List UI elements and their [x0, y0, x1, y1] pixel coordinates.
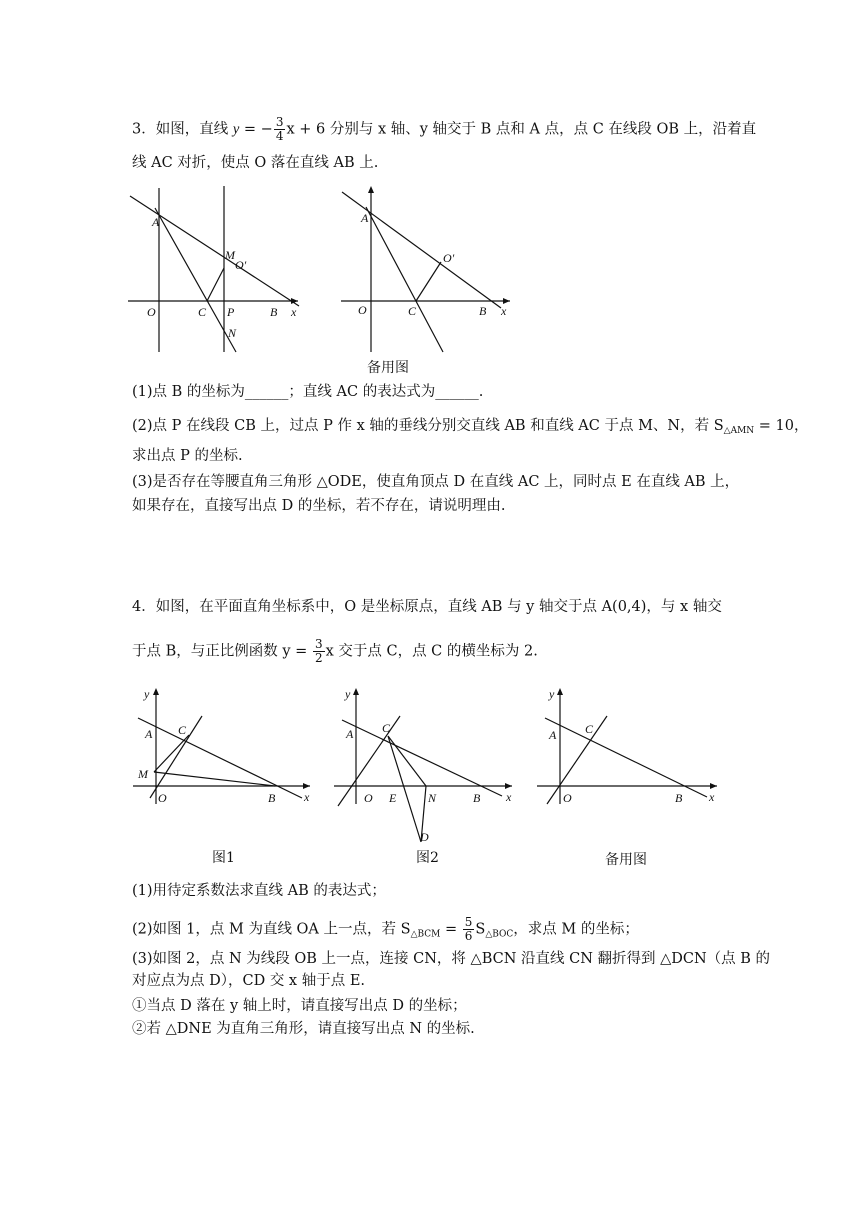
p4-caption-3: 备用图	[605, 852, 647, 868]
p3-q1: (1)点 B 的坐标为______；直线 AC 的表达式为______.	[132, 384, 484, 400]
p3-q2-sub: △AMN	[723, 426, 755, 436]
p3-var-y: y	[232, 121, 240, 138]
label-a: A	[152, 215, 160, 229]
label-o-prime: O′	[235, 258, 247, 272]
y-arrow	[353, 688, 359, 695]
p4-q3-line-2: 对应点为点 D），CD 交 x 轴于点 E.	[132, 973, 366, 989]
y-arrow	[153, 688, 159, 695]
p3-q2-line-2: 求出点 P 的坐标.	[132, 448, 243, 464]
label-a: A	[145, 727, 153, 741]
label-o-prime: O′	[443, 251, 455, 265]
label-o: O	[158, 791, 167, 805]
p4-q3: (3)如图 2，点 N 为线段 OB 上一点，连接 CN，将 △BCN 沿直线 CN 翻折得到 △DCN（点 B 的	[132, 951, 771, 967]
x-arrow	[505, 783, 512, 789]
label-c: C	[198, 305, 207, 319]
p4-q2-frac-num: 5	[464, 915, 473, 929]
x-arrow	[710, 783, 717, 789]
p3-q2-text: (2)点 P 在线段 CB 上，过点 P 作 x 轴的垂线分别交直线 AB 和直线 AC 于点 M、N，若 S	[132, 418, 724, 434]
label-c: C	[408, 304, 417, 318]
p4-q2-text: (2)如图 1，点 M 为直线 OA 上一点，若 S	[132, 921, 411, 938]
label-y: y	[549, 687, 555, 701]
p4-q2-text-2: ，求点 M 的坐标；	[513, 921, 639, 938]
label-y: y	[345, 687, 351, 701]
label-b: B	[268, 791, 276, 805]
p3-q2-text-2: = 10，	[754, 418, 809, 434]
line-ab	[130, 196, 299, 306]
p3-frac-den: 4	[275, 129, 284, 143]
line-ac	[366, 207, 443, 352]
p4-frac-den: 2	[314, 651, 323, 665]
label-m: M	[138, 767, 148, 781]
p4-q2	[132, 916, 639, 945]
p4-q2-fraction	[463, 916, 475, 943]
p3-q2	[132, 416, 809, 441]
p4-caption-1: 图1	[212, 850, 235, 866]
label-m: M	[225, 248, 235, 262]
label-x: x	[501, 304, 507, 318]
p3-text: 3．如图，直线	[132, 121, 233, 138]
p4-q2-frac-den: 6	[464, 929, 473, 943]
p4-q3-sub-2: ②若 △DNE 为直角三角形，请直接写出点 N 的坐标.	[132, 1021, 475, 1037]
segment-cn	[388, 736, 426, 786]
p3-figure-2	[338, 184, 518, 356]
p4-q3-sub-1: ①当点 D 落在 y 轴上时，请直接写出点 D 的坐标；	[132, 998, 467, 1014]
p3-fraction	[274, 116, 286, 143]
p3-fig2-caption: 备用图	[367, 360, 409, 376]
segment-co	[207, 268, 224, 301]
y-arrow	[368, 186, 374, 193]
line-ab	[545, 718, 707, 797]
segment-mb	[154, 772, 275, 786]
label-o: O	[358, 303, 367, 317]
p4-q1: (1)用待定系数法求直线 AB 的表达式；	[132, 883, 386, 899]
p4-q2-sub-2: △BOC	[485, 929, 514, 940]
p4-text-2: x 交于点 C，点 C 的横坐标为 2.	[325, 643, 538, 660]
p3-line-2: 线 AC 对折，使点 O 落在直线 AB 上.	[132, 155, 379, 171]
label-b: B	[473, 791, 481, 805]
p3-eq: = −	[239, 121, 273, 138]
line-ab	[342, 720, 502, 796]
p3-line-1	[132, 116, 756, 143]
p4-text: 于点 B，与正比例函数 y =	[132, 643, 312, 660]
label-b: B	[675, 791, 683, 805]
label-p: P	[227, 305, 235, 319]
label-x: x	[291, 305, 297, 319]
p3-q3-line-2: 如果存在，直接写出点 D 的坐标，若不存在，请说明理由.	[132, 498, 506, 514]
p3-text-2: x + 6 分别与 x 轴、y 轴交于 B 点和 A 点，点 C 在线段 OB 上，沿着直	[286, 121, 757, 138]
p4-figure-1	[130, 686, 320, 806]
p4-line-2	[132, 638, 538, 665]
label-x: x	[304, 790, 310, 804]
segment-mc	[154, 735, 189, 772]
label-x: x	[709, 790, 715, 804]
label-b: B	[270, 305, 278, 319]
label-n: N	[428, 791, 437, 805]
p4-caption-2: 图2	[416, 850, 439, 866]
label-a: A	[549, 728, 557, 742]
p4-fraction	[313, 638, 325, 665]
p3-q3: (3)是否存在等腰直角三角形 △ODE，使直角顶点 D 在直线 AC 上，同时点 E 在直线 AB 上，	[132, 474, 740, 490]
label-o: O	[364, 791, 373, 805]
label-b: B	[479, 304, 487, 318]
segment-cd	[388, 736, 421, 842]
label-a: A	[346, 727, 354, 741]
label-d: D	[420, 830, 429, 844]
label-o: O	[147, 305, 156, 319]
label-y: y	[144, 687, 150, 701]
p4-q2-sub-1: △BCM	[410, 929, 441, 940]
p4-q2-s: S	[475, 921, 486, 938]
p3-figure-1	[128, 184, 308, 356]
label-e: E	[389, 791, 397, 805]
p4-line-1: 4．如图，在平面直角坐标系中，O 是坐标原点，直线 AB 与 y 轴交于点 A(0,4)，与 x 轴交	[132, 599, 722, 615]
label-a: A	[361, 211, 369, 225]
line-ab	[342, 192, 501, 308]
label-o: O	[563, 791, 572, 805]
label-c: C	[178, 723, 187, 737]
x-arrow	[303, 783, 310, 789]
y-arrow	[557, 688, 563, 695]
p4-frac-num: 3	[314, 637, 323, 651]
p3-frac-num: 3	[275, 115, 284, 129]
label-c: C	[585, 722, 594, 736]
p4-q2-eq: =	[440, 921, 462, 938]
label-c: C	[382, 721, 391, 735]
label-n: N	[228, 326, 237, 340]
p4-figure-3	[535, 686, 725, 806]
segment-co	[416, 262, 441, 301]
label-x: x	[506, 790, 512, 804]
p4-figure-2	[330, 686, 530, 846]
